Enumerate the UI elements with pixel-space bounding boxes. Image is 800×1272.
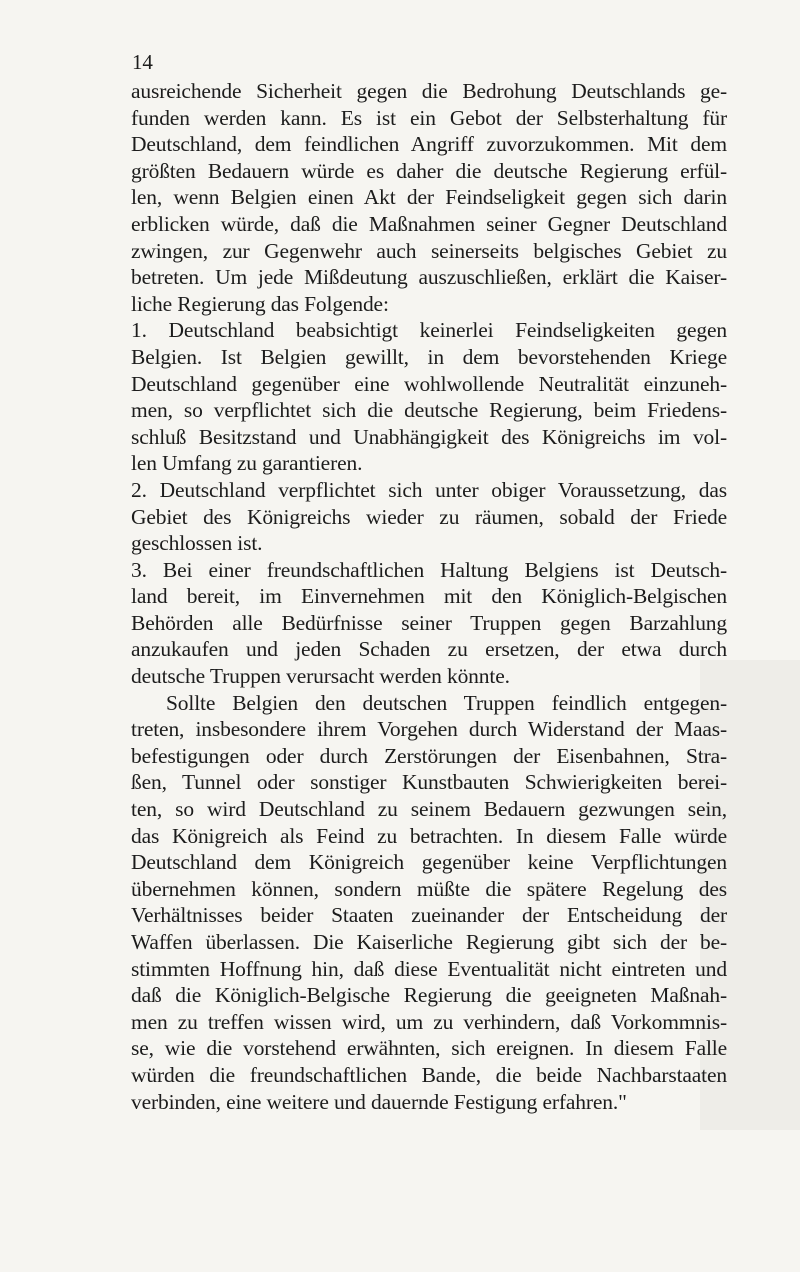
text-line: Deutschland gegenüber eine wohlwollende Neutralität einzuneh- (131, 371, 727, 396)
text-line: ten, so wird Deutschland zu seinem Bedauern gezwungen sein, (131, 797, 727, 822)
text-line: Verhältnisses beider Staaten zueinander der Entscheidung der (131, 903, 727, 928)
text-block (131, 48, 727, 1115)
text-line: ßen, Tunnel oder sonstiger Kunstbauten Schwierigkeiten berei- (131, 770, 727, 795)
text-line: daß die Königlich-Belgische Regierung die geeigneten Maßnah- (131, 983, 727, 1008)
text-line: verbinden, eine weitere und dauernde Festigung erfahren." (131, 1089, 627, 1114)
text-line: 3. Bei einer freundschaftlichen Haltung Belgiens ist Deutsch- (131, 557, 727, 582)
text-line: befestigungen oder durch Zerstörungen der Eisenbahnen, Stra- (131, 743, 727, 768)
text-line: Deutschland, dem feindlichen Angriff zuvorzukommen. Mit dem (131, 132, 727, 157)
text-line: übernehmen können, sondern müßte die spätere Regelung des (131, 876, 727, 901)
text-line: zwingen, zur Gegenwehr auch seinerseits belgisches Gebiet zu (131, 238, 727, 263)
text-line: ausreichende Sicherheit gegen die Bedrohung Deutschlands ge- (131, 79, 727, 103)
text-line: treten, insbesondere ihrem Vorgehen durch Widerstand der Maas- (131, 717, 727, 742)
text-line: len Umfang zu garantieren. (131, 451, 363, 476)
text-line: würden die freundschaftlichen Bande, die beide Nachbarstaaten (131, 1062, 727, 1087)
text-line: anzukaufen und jeden Schaden zu ersetzen, der etwa durch (131, 637, 727, 662)
text-line: men zu treffen wissen wird, um zu verhindern, daß Vorkommnis- (131, 1009, 727, 1034)
text-line: größten Bedauern würde es daher die deutsche Regierung erfül- (131, 158, 727, 183)
text-line: men, so verpflichtet sich die deutsche Regierung, beim Friedens- (131, 398, 727, 423)
text-line: se, wie die vorstehend erwähnten, sich ereignen. In diesem Falle (131, 1036, 727, 1061)
text-line: Behörden alle Bedürfnisse seiner Truppen gegen Barzahlung (131, 610, 727, 635)
page-number: 14 (132, 50, 153, 74)
text-line: Sollte Belgien den deutschen Truppen feindlich entgegen- (166, 690, 727, 715)
text-line: stimmten Hoffnung hin, daß diese Eventualität nicht eintreten und (131, 956, 727, 981)
text-line: Waffen überlassen. Die Kaiserliche Regierung gibt sich der be- (131, 930, 727, 954)
text-line: len, wenn Belgien einen Akt der Feindseligkeit gegen sich darin (131, 185, 727, 210)
text-line: Deutschland dem Königreich gegenüber keine Verpflichtungen (131, 850, 727, 875)
text-line: Gebiet des Königreichs wieder zu räumen, sobald der Friede (131, 504, 727, 529)
text-line: erblicken würde, daß die Maßnahmen seiner Gegner Deutschland (131, 211, 727, 236)
text-line: betreten. Um jede Mißdeutung auszuschließen, erklärt die Kaiser- (131, 265, 727, 290)
text-line: 1. Deutschland beabsichtigt keinerlei Feindseligkeiten gegen (131, 318, 727, 343)
text-line: geschlossen ist. (131, 531, 263, 556)
text-line: das Königreich als Feind zu betrachten. In diesem Falle würde (131, 823, 727, 848)
text-line: land bereit, im Einvernehmen mit den Königlich-Belgischen (131, 584, 727, 609)
text-line: schluß Besitzstand und Unabhängigkeit des Königreichs im vol- (131, 424, 727, 449)
body-text (131, 78, 727, 1115)
text-line: liche Regierung das Folgende: (131, 291, 389, 316)
text-line: Belgien. Ist Belgien gewillt, in dem bevorstehenden Kriege (131, 344, 727, 369)
text-line: funden werden kann. Es ist ein Gebot der Selbsterhaltung für (131, 105, 727, 130)
text-line: 2. Deutschland verpflichtet sich unter obiger Voraussetzung, das (131, 477, 727, 502)
text-line: deutsche Truppen verursacht werden könnte. (131, 664, 510, 689)
